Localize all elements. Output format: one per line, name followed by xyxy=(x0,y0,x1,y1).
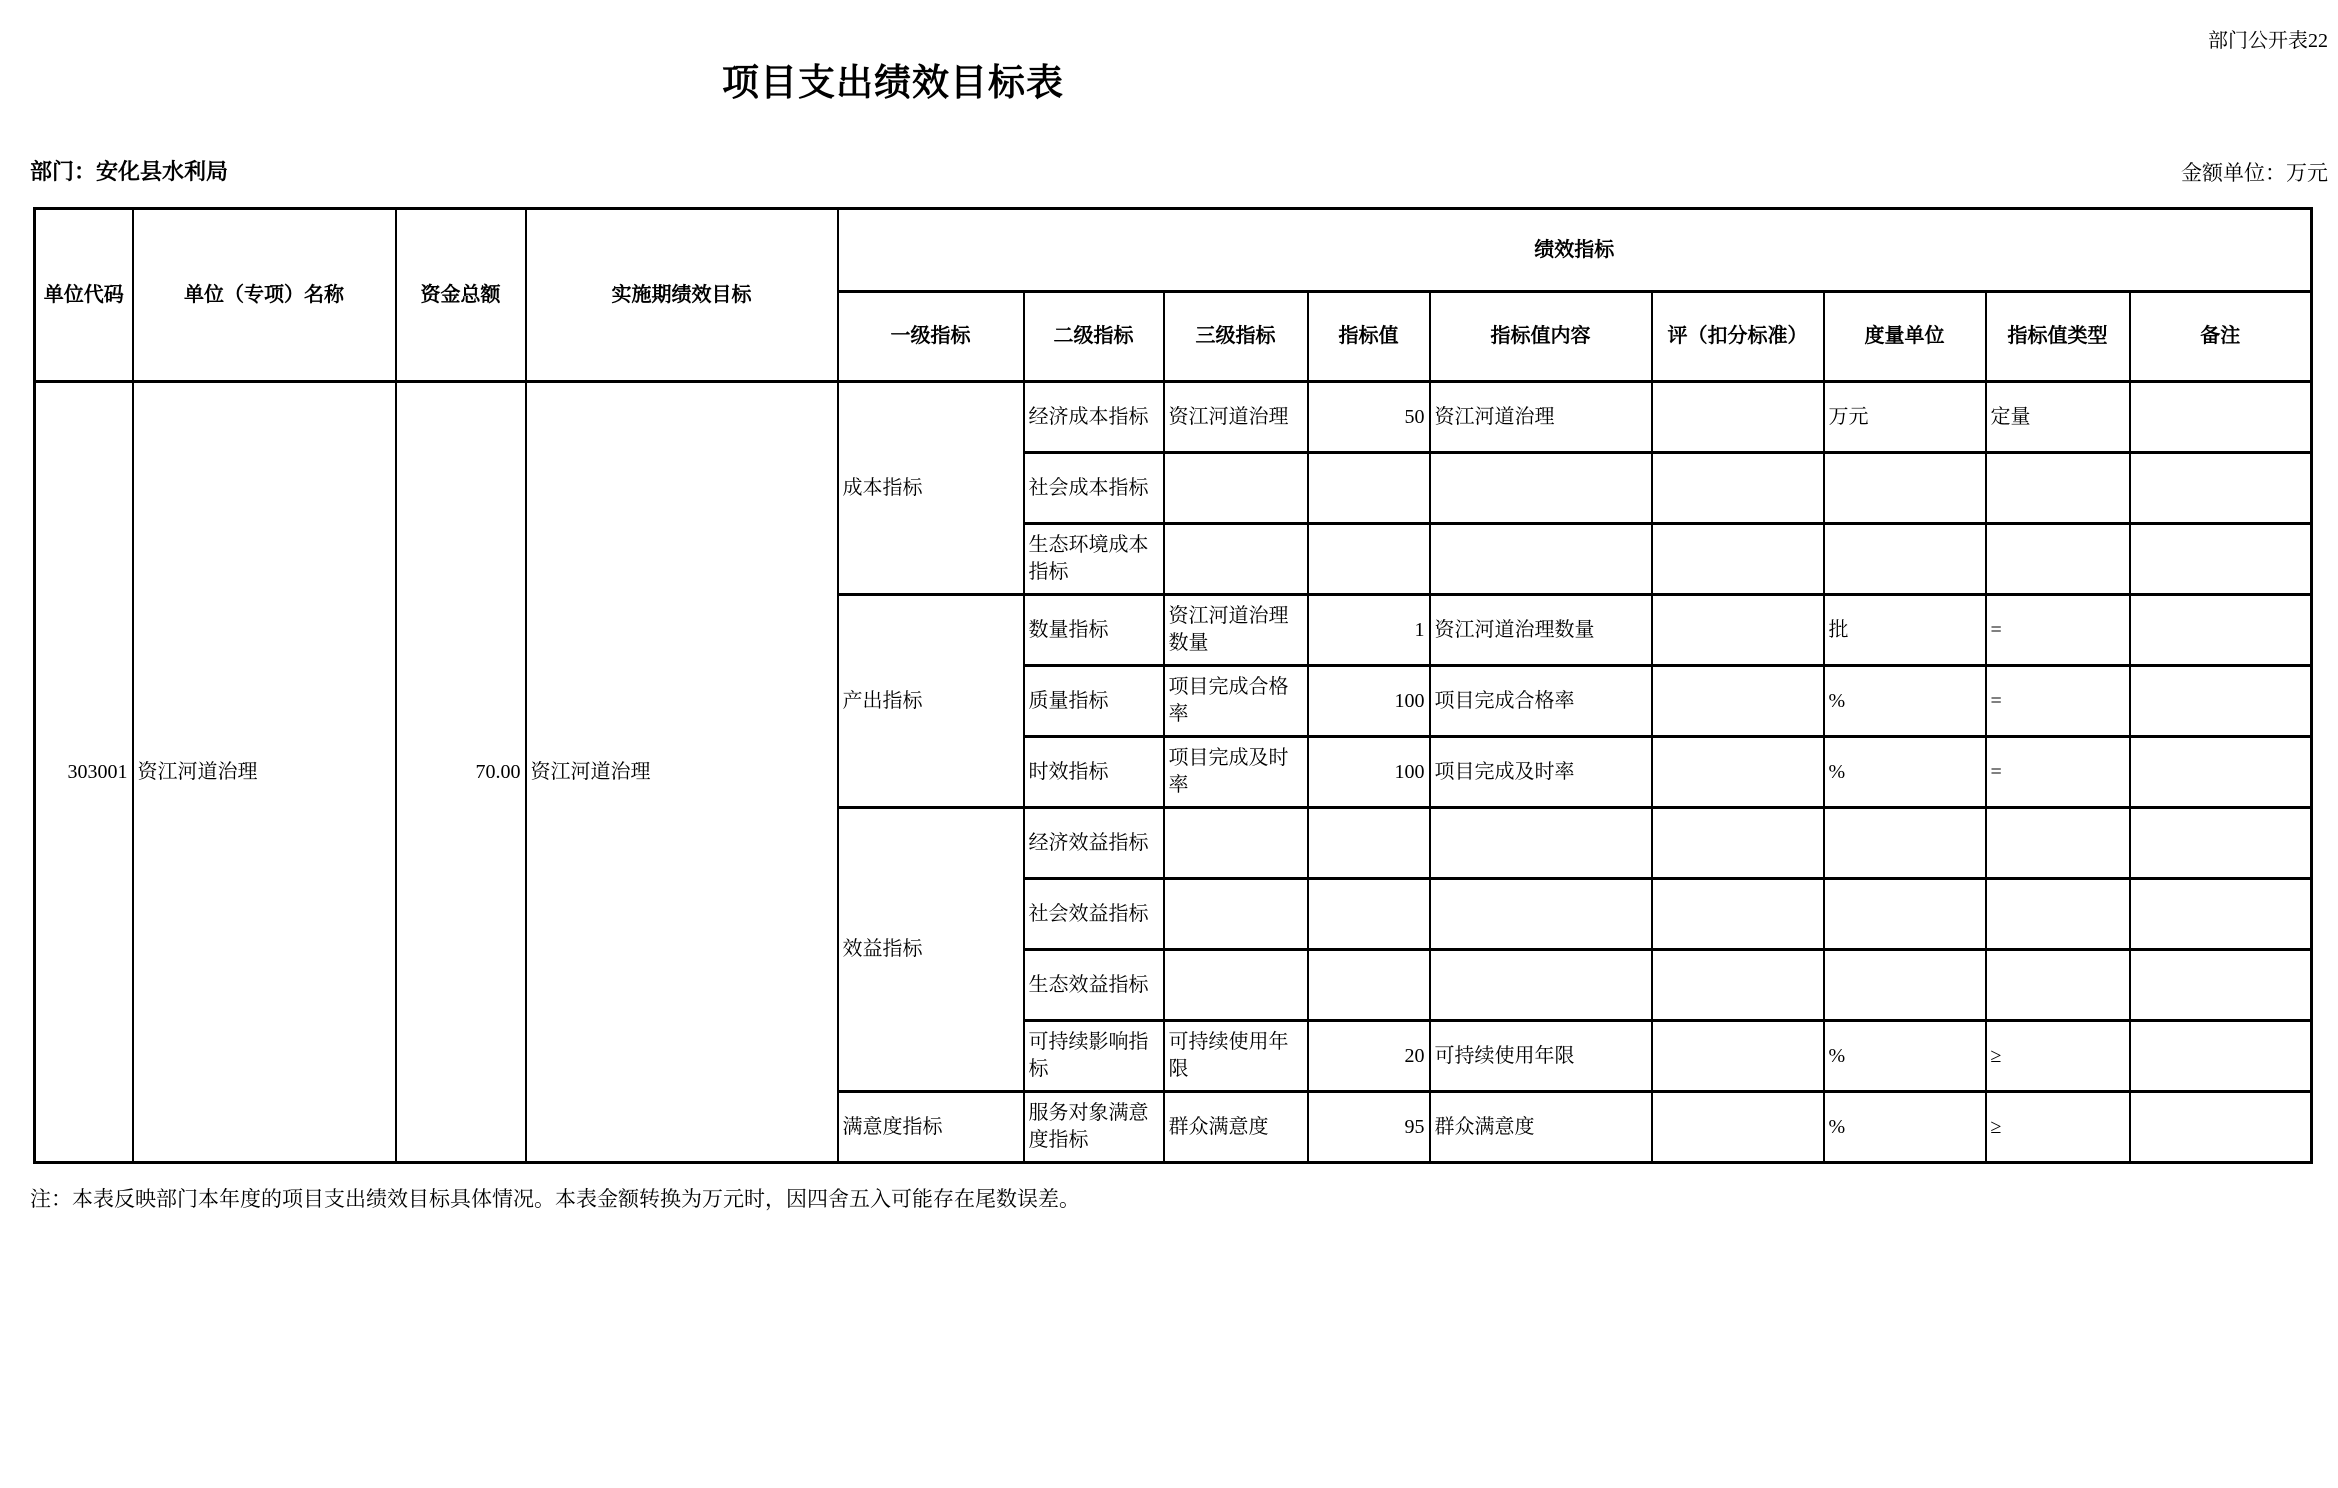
corner-table-number: 部门公开表22 xyxy=(2208,30,2328,52)
scoring-cell xyxy=(1652,666,1824,737)
remark-cell xyxy=(2130,524,2312,595)
header-perf-indicators: 绩效指标 xyxy=(838,209,2312,292)
header-impl-target: 实施期绩效目标 xyxy=(526,209,838,382)
type-cell: = xyxy=(1986,666,2130,737)
type-cell xyxy=(1986,524,2130,595)
value-cell xyxy=(1308,524,1430,595)
header-level1: 一级指标 xyxy=(838,292,1024,382)
remark-cell xyxy=(2130,950,2312,1021)
value-cell xyxy=(1308,808,1430,879)
scoring-cell xyxy=(1652,808,1824,879)
level3-cell: 项目完成及时率 xyxy=(1164,737,1308,808)
content-cell: 资江河道治理数量 xyxy=(1430,595,1652,666)
level2-cell: 经济成本指标 xyxy=(1024,382,1164,453)
header-total-funds: 资金总额 xyxy=(396,209,526,382)
level3-cell: 群众满意度 xyxy=(1164,1092,1308,1163)
remark-cell xyxy=(2130,1021,2312,1092)
level3-cell xyxy=(1164,524,1308,595)
type-cell xyxy=(1986,808,2130,879)
value-cell: 1 xyxy=(1308,595,1430,666)
header-measure-unit: 度量单位 xyxy=(1824,292,1986,382)
level3-cell: 资江河道治理 xyxy=(1164,382,1308,453)
header-value-type: 指标值类型 xyxy=(1986,292,2130,382)
value-cell xyxy=(1308,879,1430,950)
scoring-cell xyxy=(1652,453,1824,524)
content-cell xyxy=(1430,950,1652,1021)
scoring-cell xyxy=(1652,737,1824,808)
table-row xyxy=(35,382,2312,453)
header-level2: 二级指标 xyxy=(1024,292,1164,382)
measure-cell: % xyxy=(1824,737,1986,808)
level1-satisfaction: 满意度指标 xyxy=(838,1092,1024,1163)
measure-cell: % xyxy=(1824,1092,1986,1163)
remark-cell xyxy=(2130,453,2312,524)
remark-cell xyxy=(2130,879,2312,950)
header-row-1 xyxy=(35,209,2312,292)
level3-cell: 可持续使用年限 xyxy=(1164,1021,1308,1092)
remark-cell xyxy=(2130,1092,2312,1163)
header-unit-code: 单位代码 xyxy=(35,209,133,382)
measure-cell: % xyxy=(1824,666,1986,737)
measure-cell xyxy=(1824,879,1986,950)
type-cell: = xyxy=(1986,737,2130,808)
type-cell xyxy=(1986,453,2130,524)
total-funds-value: 70.00 xyxy=(396,382,526,1163)
header-level3: 三级指标 xyxy=(1164,292,1308,382)
content-cell xyxy=(1430,808,1652,879)
level2-cell: 可持续影响指标 xyxy=(1024,1021,1164,1092)
level1-benefit: 效益指标 xyxy=(838,808,1024,1092)
impl-target-value: 资江河道治理 xyxy=(526,382,838,1163)
measure-cell xyxy=(1824,808,1986,879)
level2-cell: 生态环境成本指标 xyxy=(1024,524,1164,595)
type-cell: ≥ xyxy=(1986,1092,2130,1163)
measure-cell xyxy=(1824,950,1986,1021)
level1-cost: 成本指标 xyxy=(838,382,1024,595)
level3-cell: 资江河道治理数量 xyxy=(1164,595,1308,666)
header-value: 指标值 xyxy=(1308,292,1430,382)
level2-cell: 时效指标 xyxy=(1024,737,1164,808)
page-title: 项目支出绩效目标表 xyxy=(722,63,1064,104)
scoring-cell xyxy=(1652,1021,1824,1092)
footnote: 注：本表反映部门本年度的项目支出绩效目标具体情况。本表金额转换为万元时，因四舍五入可能存在尾数误差。 xyxy=(30,1187,1080,1211)
level2-cell: 社会成本指标 xyxy=(1024,453,1164,524)
level2-cell: 质量指标 xyxy=(1024,666,1164,737)
value-cell: 100 xyxy=(1308,737,1430,808)
type-cell: = xyxy=(1986,595,2130,666)
measure-cell: 万元 xyxy=(1824,382,1986,453)
value-cell: 95 xyxy=(1308,1092,1430,1163)
amount-unit-label: 金额单位：万元 xyxy=(2181,161,2328,185)
level1-output: 产出指标 xyxy=(838,595,1024,808)
content-cell: 项目完成合格率 xyxy=(1430,666,1652,737)
level3-cell xyxy=(1164,808,1308,879)
header-remark: 备注 xyxy=(2130,292,2312,382)
remark-cell xyxy=(2130,382,2312,453)
type-cell xyxy=(1986,879,2130,950)
level3-cell xyxy=(1164,950,1308,1021)
type-cell xyxy=(1986,950,2130,1021)
scoring-cell xyxy=(1652,950,1824,1021)
level2-cell: 服务对象满意度指标 xyxy=(1024,1092,1164,1163)
value-cell: 100 xyxy=(1308,666,1430,737)
value-cell: 50 xyxy=(1308,382,1430,453)
remark-cell xyxy=(2130,666,2312,737)
performance-target-table xyxy=(33,207,2313,1164)
content-cell xyxy=(1430,879,1652,950)
remark-cell xyxy=(2130,595,2312,666)
scoring-cell xyxy=(1652,524,1824,595)
scoring-cell xyxy=(1652,1092,1824,1163)
content-cell: 群众满意度 xyxy=(1430,1092,1652,1163)
value-cell xyxy=(1308,453,1430,524)
type-cell: 定量 xyxy=(1986,382,2130,453)
level2-cell: 数量指标 xyxy=(1024,595,1164,666)
measure-cell xyxy=(1824,453,1986,524)
content-cell xyxy=(1430,453,1652,524)
unit-name-value: 资江河道治理 xyxy=(133,382,396,1163)
value-cell: 20 xyxy=(1308,1021,1430,1092)
header-unit-name: 单位（专项）名称 xyxy=(133,209,396,382)
level3-cell: 项目完成合格率 xyxy=(1164,666,1308,737)
measure-cell xyxy=(1824,524,1986,595)
content-cell: 项目完成及时率 xyxy=(1430,737,1652,808)
content-cell: 资江河道治理 xyxy=(1430,382,1652,453)
content-cell xyxy=(1430,524,1652,595)
header-value-content: 指标值内容 xyxy=(1430,292,1652,382)
scoring-cell xyxy=(1652,879,1824,950)
level2-cell: 经济效益指标 xyxy=(1024,808,1164,879)
measure-cell: 批 xyxy=(1824,595,1986,666)
remark-cell xyxy=(2130,737,2312,808)
value-cell xyxy=(1308,950,1430,1021)
header-scoring: 评（扣分标准） xyxy=(1652,292,1824,382)
unit-code-value: 303001 xyxy=(35,382,133,1163)
level2-cell: 生态效益指标 xyxy=(1024,950,1164,1021)
type-cell: ≥ xyxy=(1986,1021,2130,1092)
remark-cell xyxy=(2130,808,2312,879)
measure-cell: % xyxy=(1824,1021,1986,1092)
content-cell: 可持续使用年限 xyxy=(1430,1021,1652,1092)
level2-cell: 社会效益指标 xyxy=(1024,879,1164,950)
department-label: 部门：安化县水利局 xyxy=(30,159,229,184)
scoring-cell xyxy=(1652,595,1824,666)
level3-cell xyxy=(1164,453,1308,524)
scoring-cell xyxy=(1652,382,1824,453)
level3-cell xyxy=(1164,879,1308,950)
